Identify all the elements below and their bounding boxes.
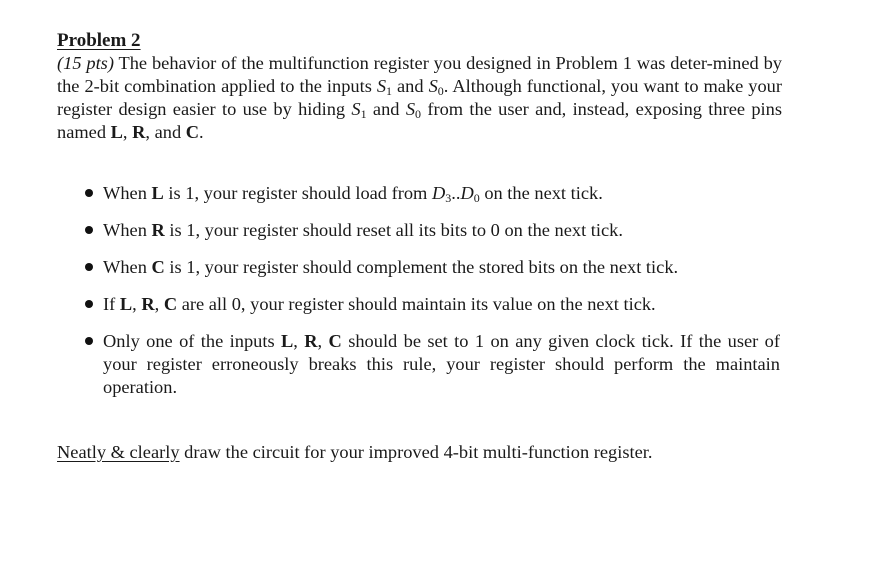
bullet-icon (85, 337, 93, 345)
list-item: If L, R, C are all 0, your register should maintain its value on the next tick. (85, 293, 780, 316)
s0-sub: 0 (437, 84, 444, 98)
s0-var-2: S (405, 99, 416, 119)
list-item: Only one of the inputs L, R, C should be set to 1 on any given clock tick. If the user of your register erroneously breaks this rule, your register should perform the maintain operation. (85, 330, 780, 399)
and-3: , and (145, 122, 186, 142)
intro-text-3: from the user and, instead, exposing three pins named (57, 99, 783, 142)
s0-var: S (428, 76, 438, 96)
pin-r: R (132, 122, 146, 142)
points-label: (15 pts) (57, 53, 114, 73)
s0-sub-2: 0 (415, 107, 422, 121)
intro-text-1: The behavior of the multifunction register you designed in Problem 1 was deter-mined by the 2-bit combination applied to the inputs (57, 53, 782, 96)
problem-page (57, 30, 783, 462)
list-item: When L is 1, your register should load from $D_3..D_0$ on the next tick. (85, 182, 780, 205)
s1-sub: 1 (386, 84, 393, 98)
bullet-icon (85, 300, 93, 308)
s1-var: S (376, 76, 387, 96)
closing-instruction (57, 441, 652, 464)
emphasis-text: Neatly & clearly (57, 442, 180, 462)
closing-text: draw the circuit for your improved 4-bit multi-function register. (179, 442, 653, 462)
pin-c: C (185, 122, 200, 142)
problem-title: Problem 2 (57, 30, 141, 51)
list-item: When C is 1, your register should complement the stored bits on the next tick. (85, 256, 780, 279)
requirements-list (85, 182, 780, 399)
and-1: and (392, 76, 429, 96)
bullet-icon (85, 263, 93, 271)
s1-var-2: S (351, 99, 361, 119)
and-2: and (366, 99, 406, 119)
bullet-icon (85, 189, 93, 197)
s1-sub-2: 1 (360, 107, 367, 121)
list-item: When R is 1, your register should reset all its bits to 0 on the next tick. (85, 219, 780, 242)
period: . (199, 122, 204, 142)
intro-text-2: . Although functional, you want to make your register design easier to use by hiding (57, 76, 782, 119)
pin-l: L (110, 122, 123, 142)
comma: , (122, 122, 133, 142)
bullet-icon (85, 226, 93, 234)
problem-intro (57, 52, 782, 144)
